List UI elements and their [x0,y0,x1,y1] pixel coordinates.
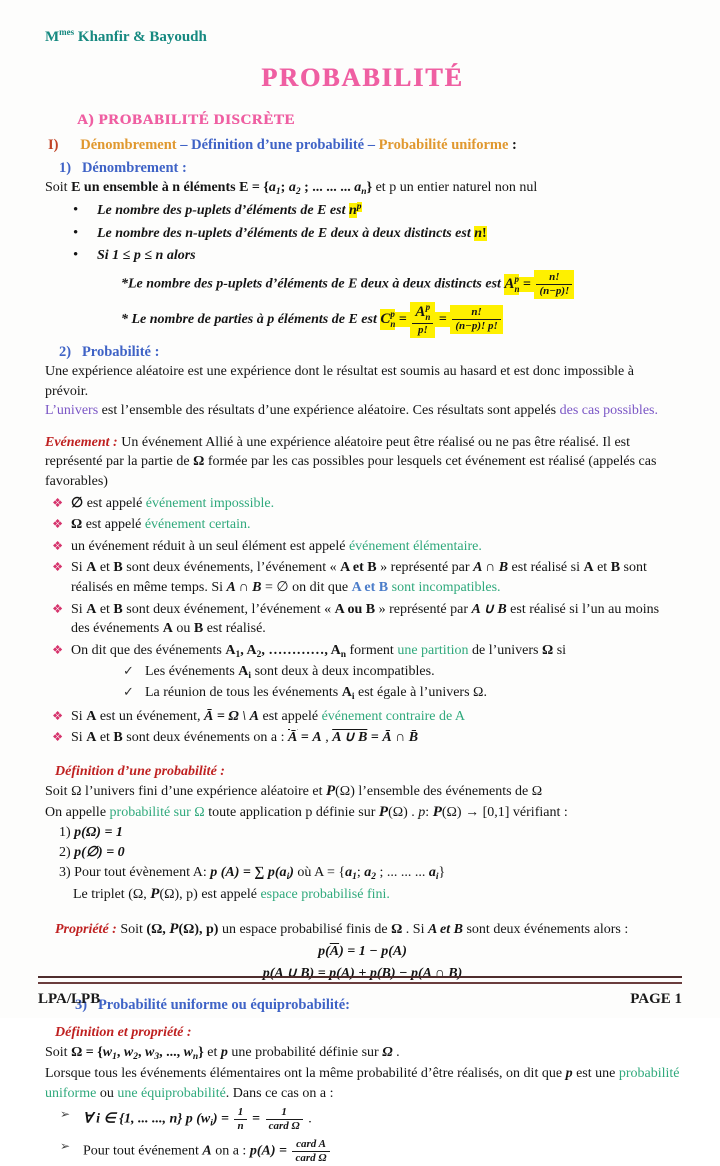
text-segment: sont deux événement, l’événement « [122,601,335,617]
text-segment: sont deux à deux incompatibles. [251,664,435,680]
numbered-item [45,823,680,843]
text-segment: Pour tout événement [83,1144,203,1160]
text-segment: Soit Ω l’univers fini d’une expérience aléatoire et [45,784,326,800]
text-segment: Les événements [145,664,239,680]
formula-centered [45,942,680,962]
text-segment: ∅ [71,495,84,511]
text-segment: l’ensemble des événements de Ω [354,784,543,800]
text-segment: A [312,730,322,746]
text-segment: A [86,601,97,617]
text-segment: i [286,871,290,882]
text-segment: B [193,621,204,637]
text-segment: forment [346,642,398,658]
diamond-bullet-icon: ❖ [52,517,64,532]
fraction [264,1105,305,1134]
fraction [290,1137,331,1166]
subsection-2-heading [45,342,680,362]
text-segment: 2) Probabilité : [59,343,160,360]
text-segment: PROBABILITÉ [261,63,464,92]
text-segment: » représenté par [375,601,472,617]
text-segment: p( [318,943,330,959]
text-segment: Khanfir & Bayoudh [74,29,207,45]
text-segment: Si [71,708,87,724]
sub-sup-symbol: C p n [380,308,396,329]
text-segment: Ā ∩ B̄ [382,730,419,746]
definition-propriete-heading [45,1023,680,1043]
text-segment: . [304,1112,312,1128]
text-segment: est égale à l’univers Ω. [354,685,487,701]
text-segment: (Ω, [146,921,170,937]
text-segment: } [366,179,373,195]
text-segment: p (w [185,1112,211,1128]
fraction [232,1105,248,1134]
text-segment: 1) [59,825,75,841]
text-segment: card Ω [268,1120,300,1133]
definition-heading [45,762,680,782]
text-segment: sont réalisés en même temps. Si [71,560,647,595]
text-segment: Soit [45,179,72,195]
paragraph [45,401,680,421]
text-segment: des cas possibles. [559,403,658,419]
text-segment: ; ... ... ... [375,864,429,880]
bullet-dot-icon: • [73,202,79,219]
text-segment: w [102,1045,113,1060]
text-segment: Ω [193,454,205,470]
paragraph [45,1064,680,1103]
text-segment: = [435,312,451,328]
text-segment: p [220,1045,228,1060]
text-segment: a [428,864,436,880]
text-segment: a [345,864,353,880]
text-segment: 3 [154,1052,160,1062]
diamond-bullet-icon: ❖ [52,538,64,553]
text-segment: , [240,642,247,658]
text-segment: B [113,601,123,617]
text-segment: A [249,708,259,724]
fraction [410,302,435,338]
text-segment: On appelle [45,805,110,821]
text-segment: A et B [427,921,463,937]
text-segment: mes [59,27,75,37]
text-segment: w [123,1045,134,1060]
text-segment: 1 [275,186,281,197]
text-segment: de l’univers [468,642,542,658]
text-segment: un espace probabilisé finis de [218,921,392,937]
text-segment: Définition et propriété : [55,1025,192,1041]
text-segment: B [113,560,123,576]
text-segment: ∀ i ∈ {1, ... ..., n} [83,1112,186,1128]
text-segment: Propriété : [55,921,121,937]
text-segment: ) = 1 − p(A) [339,943,407,959]
text-segment: Un événement Allié à une expérience aléatoire peut être réalisé ou ne pas être réalisé. Il est représenté par la partie de [45,434,631,470]
text-segment: si [553,642,567,658]
text-segment: ou [172,621,194,637]
text-segment: 1 [235,649,241,660]
formula-line [45,270,680,299]
text-segment: 2) [59,845,75,861]
section-i-heading [45,135,680,155]
text-segment: a [354,179,362,195]
diamond-bullet-icon: ❖ [52,495,64,510]
check-item [45,683,680,704]
text-segment: On dit que des événements [71,642,226,658]
diamond-item [45,494,680,514]
text-segment: } [438,864,446,880]
text-segment: 1 [281,1106,287,1119]
text-segment: = [367,730,383,746]
text-segment: : [512,137,517,154]
fraction [534,270,574,299]
subsection-1-heading [45,158,680,178]
text-segment: 2 [133,1052,138,1062]
text-segment: M [45,29,60,45]
diamond-item [45,600,680,639]
text-segment: P [150,885,160,902]
text-segment: P [432,804,442,821]
text-segment: ; [280,179,289,195]
diamond-bullet-icon: ❖ [52,708,64,723]
text-segment: Probabilité uniforme [378,137,513,154]
text-segment: p [356,202,362,213]
text-segment: est l’ensemble des résultats d’une expérience aléatoire. Ces résultats sont appelés [98,403,560,419]
text-segment: w [144,1045,155,1060]
text-segment: = ∅ on dit que [261,579,352,595]
text-segment: (Ω) → [0,1] [441,805,510,821]
text-segment: ) = [212,1112,233,1128]
diamond-bullet-icon: ❖ [52,601,64,616]
text-segment: i [351,692,355,703]
text-segment: A [86,730,97,746]
text-segment: on a : [211,1144,250,1160]
text-segment: (n−p)! p! [455,320,498,333]
formula-line [45,302,680,338]
text-segment: A et B [351,579,392,595]
text-segment: Ω [391,921,403,937]
text-segment: Ω = { [71,1045,103,1060]
paragraph [45,362,680,401]
text-segment: Ω [541,642,554,658]
text-segment: card A [296,1138,326,1151]
text-segment: Définition d’une probabilité : [55,763,225,779]
text-segment: } [198,1045,204,1060]
checkmark-icon: ✓ [123,663,134,679]
text-segment: est appelé [83,495,146,511]
text-segment: a [288,179,296,195]
text-segment: ; [356,864,365,880]
text-segment: a [268,179,276,195]
arrow-item [45,1137,680,1166]
text-segment: A ou B [334,601,376,617]
text-segment: et [96,730,114,746]
arrow-item [45,1105,680,1134]
text-segment: sont incompatibles. [391,579,501,595]
text-segment: A ∪ B [332,730,368,746]
text-segment: 3) Pour tout évènement A: [59,864,211,880]
fraction [450,305,502,334]
arrowhead-bullet-icon: ➢ [60,1139,71,1154]
text-segment: et p un entier naturel non nul [372,179,538,195]
text-segment: n! [549,271,560,284]
text-segment: , [116,1045,124,1060]
text-segment: est appelé [197,886,261,902]
text-segment: p(Ω) = 1 [74,825,123,841]
text-segment: (Ω), p) [159,886,198,902]
text-segment: Dénombrement [80,137,181,154]
text-segment: i [210,1119,213,1130]
sub-sup-symbol: A p n [504,273,520,294]
page-footer [38,976,682,1008]
text-segment: P [169,920,179,937]
text-segment: et [96,601,114,617]
text-segment: espace probabilisé fini. [260,886,390,902]
text-segment: = [297,730,313,746]
list-item [45,246,680,266]
text-segment: – Définition d’une probabilité – [180,137,379,154]
text-segment: n [361,186,367,197]
page-title [45,60,680,96]
text-segment: = [519,276,535,292]
text-segment: *Le nombre des p-uplets d’éléments de E deux à deux distincts est [121,276,505,292]
text-segment: L’univers [45,403,99,419]
text-segment: A) PROBABILITÉ DISCRÈTE [77,112,296,129]
text-segment: sont deux événements on a : [122,730,289,746]
text-segment: est appelé [82,517,145,533]
bullet-dot-icon: • [73,247,79,264]
text-segment: : [425,805,433,821]
text-segment: Le triplet (Ω, [73,886,151,902]
list-item [45,201,680,221]
text-segment: (Ω), p) [178,921,219,937]
text-segment: une partition [397,642,469,658]
text-segment: card Ω [295,1152,327,1165]
text-segment: toute application p définie sur [204,805,379,821]
footer-school-label: LPA/LPB [38,991,101,1007]
evenement-paragraph [45,433,680,492]
text-segment: A [86,708,97,724]
text-segment: B [610,560,621,576]
text-segment: un événement réduit à un seul élément est appelé [71,538,349,554]
text-segment: 3) Probabilité uniforme ou équiprobabilité: [75,997,350,1014]
text-segment: Si 1 ≤ p ≤ n alors [97,248,196,264]
text-segment [58,137,80,153]
text-segment: est une [572,1066,619,1082]
author-line [45,26,680,48]
footer-page-number: PAGE 1 [630,991,682,1007]
paragraph [45,802,680,823]
text-segment: A ∩ B [473,560,509,576]
text-segment: n [474,225,483,241]
text-segment: A [86,560,97,576]
text-segment: 2 [371,871,376,882]
text-segment: , …………, [261,642,331,658]
text-segment: où A = { [293,864,346,880]
text-segment: = [248,1112,264,1128]
text-segment: A [225,642,236,658]
text-segment: B [113,730,123,746]
diamond-item [45,728,680,748]
text-segment: A et B [340,560,377,576]
text-segment: Ω [71,517,83,533]
text-segment: I) [48,137,59,154]
text-segment: est appelé [259,708,322,724]
text-segment: Ā [204,708,214,724]
text-segment: * Le nombre de parties à p éléments de E est [121,312,381,328]
text-segment: p [418,805,426,821]
text-segment: . [392,1045,400,1060]
text-segment: La réunion de tous les événements [145,685,342,701]
text-segment: P [325,783,336,800]
text-segment: et [96,560,114,576]
text-segment: ! [482,225,487,241]
section-a-heading [45,110,680,131]
text-segment: a [364,864,372,880]
text-segment: événement certain. [144,517,251,533]
text-segment: 2 [295,186,301,197]
text-segment: n! [471,306,482,319]
text-segment: » représenté par [376,560,474,576]
paragraph [45,178,680,199]
text-segment: , [321,730,333,746]
text-segment: p [565,1066,573,1082]
text-segment: $\overline{A}$ [329,943,340,959]
text-segment: 1 [237,1106,244,1119]
text-segment: Soit [120,921,147,937]
text-segment: p(∅) = 0 [74,845,125,861]
text-segment: est réalisé si l’un au moins des événements [71,601,660,637]
text-segment: E un ensemble à n éléments E = { [71,179,269,195]
text-segment: ) [289,864,294,880]
text-segment: est réalisé si [508,560,584,576]
diamond-item [45,558,680,597]
text-segment: = Ω \ [213,708,250,724]
text-segment: P [378,804,389,821]
text-segment: n [340,649,346,660]
text-segment: événement contraire de A [321,708,466,724]
numbered-item [45,863,680,884]
text-segment: 2 [256,649,262,660]
text-segment: , [137,1045,145,1060]
check-item [45,662,680,683]
text-segment: ; ... ... ... [300,179,355,195]
text-segment: formée par les cas possibles pour lesquels cet événement est réalisé (appelés cas favorables) [45,454,657,490]
diamond-bullet-icon: ❖ [52,642,64,657]
text-segment: A [202,1144,212,1160]
propriete-paragraph [45,919,680,940]
text-segment: n [192,1052,199,1062]
text-segment: , ..., [159,1045,184,1060]
text-segment: A [238,664,249,680]
text-segment: . Si [402,921,428,937]
text-segment: 1 [352,871,357,882]
text-segment: vérifiant : [509,805,568,821]
text-segment: une probabilité définie sur [227,1045,383,1060]
paragraph [45,1043,680,1064]
diamond-bullet-icon: ❖ [52,730,64,745]
text-segment: $\overline{Ā}$ [288,730,298,746]
sub-sup-symbol: A p n [415,302,431,322]
text-segment: Si [71,730,87,746]
diamond-item [45,707,680,727]
text-segment: et [593,560,611,576]
text-segment: A ∪ B [471,601,507,617]
text-segment: ou [96,1085,118,1101]
text-segment: p(A ∪ B) = p(A) + p(B) − p(A ∩ B) [262,965,463,981]
text-segment: Une expérience aléatoire est une expérience dont le résultat est soumis au hasard et est donc impossible à prévoir. [45,364,634,399]
text-segment: sont deux événements alors : [462,921,629,937]
text-segment: et [203,1045,221,1060]
text-segment: est un événement, [96,708,204,724]
numbered-item [45,843,680,863]
text-segment: i [248,671,252,682]
text-segment: w [183,1045,193,1060]
text-segment: Le nombre des n-uplets d’éléments de E deux à deux distincts est [97,225,475,241]
text-segment: Le nombre des p-uplets d’éléments de E est [97,203,349,219]
text-segment: est réalisé. [203,621,266,637]
text-segment: = [395,312,411,328]
text-segment: Si [71,560,87,576]
text-segment: (n−p)! [539,285,570,298]
text-segment: 1 [112,1052,117,1062]
text-segment: sont deux événements, l’événement « [122,560,341,576]
text-segment: (Ω) [335,784,355,800]
text-segment: A [330,642,341,658]
arrowhead-bullet-icon: ➢ [60,1107,71,1122]
text-segment: événement élémentaire. [348,538,482,554]
text-segment: A [341,685,352,701]
text-segment: p(A) = [249,1144,291,1160]
text-segment: A [162,621,173,637]
diamond-item [45,515,680,535]
paragraph [45,884,680,905]
text-segment: A [246,642,257,658]
text-segment: n [237,1120,244,1133]
text-segment: A ∩ B [226,579,262,595]
text-segment: n [348,203,357,219]
text-segment: Evénement : [45,434,122,450]
diamond-item [45,641,680,662]
footer-divider [38,976,682,984]
text-segment: . Dans ce cas on a : [225,1085,334,1101]
text-segment: événement impossible. [145,495,275,511]
text-segment: probabilité sur Ω [109,805,205,821]
bullet-dot-icon: • [73,224,79,241]
diamond-bullet-icon: ❖ [52,560,64,575]
text-segment: Soit [45,1045,72,1060]
checkmark-icon: ✓ [123,684,134,700]
diamond-item [45,537,680,557]
paragraph [45,781,680,802]
text-segment: Si [71,601,87,617]
text-segment: A [583,560,594,576]
text-segment: 1) Dénombrement : [59,159,187,176]
text-segment: p! [418,323,428,336]
text-segment: une équiprobabilité [117,1085,226,1101]
text-segment: probabilité uniforme [45,1066,680,1101]
text-segment: Ω [382,1045,393,1060]
text-segment: Lorsque tous les événements élémentaires ont la même probabilité d’être réalisés, on dit que [45,1066,566,1082]
text-segment: i [435,871,439,882]
list-item [45,224,680,244]
text-segment: (Ω) . [388,805,419,821]
text-segment: p (A) = ∑ p(a [210,864,287,880]
